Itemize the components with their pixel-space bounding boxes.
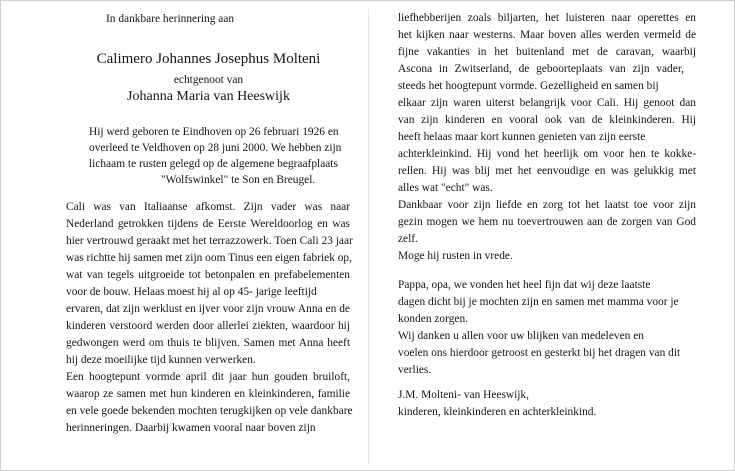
deceased-name: Calimero Johannes Josephus Molteni bbox=[96, 51, 321, 67]
body-line: gedwongen werd om thuis te blijven. Samen met Anna heeft bbox=[66, 337, 350, 349]
spouse-name: Johanna Maria van Heeswijk bbox=[127, 89, 290, 104]
closing-line: Wij danken u allen voor uw blijken van medeleven en bbox=[398, 330, 644, 342]
body-line: alles wat "echt" was. bbox=[398, 182, 493, 194]
body-line: wat van tegels uitgroeide tot betonpalen en prefabelementen bbox=[66, 269, 350, 281]
signature-line: J.M. Molteni- van Heeswijk, bbox=[398, 389, 529, 401]
body-line: achterkleinkind. Hij vond het heerlijk om voor hen te kokke- bbox=[398, 148, 696, 160]
body-line: hier vertrouwd geraakt met het terrazzowerk. Toen Cali 23 jaar bbox=[66, 235, 353, 247]
body-line: herinneringen. Daarbij kwamen vooral naar boven zijn bbox=[66, 422, 316, 434]
closing-line: Pappa, opa, we vonden het heel fijn dat wij deze laatste bbox=[398, 279, 651, 291]
body-line: Een hoogtepunt vormde april dit jaar hun gouden bruiloft, bbox=[66, 371, 350, 383]
body-line: Cali was van Italiaanse afkomst. Zijn vader was naar bbox=[66, 201, 350, 213]
closing-line: dagen dicht bij je mochten zijn en samen met mamma voor je bbox=[398, 296, 679, 308]
dates-line: "Wolfswinkel" te Son en Breugel. bbox=[161, 174, 316, 186]
body-line: Moge hij rusten in vrede. bbox=[398, 250, 513, 262]
body-line: was richtte hij samen met zijn oom Tinus een eigen fabriek op, bbox=[66, 252, 352, 264]
body-line: het kijken naar westerns. Maar boven alles werden vermeld de bbox=[398, 29, 696, 41]
body-line: Nederland getrokken tijdens de Eerste Wereldoorlog en was bbox=[66, 218, 350, 230]
body-line: zelf. bbox=[398, 233, 418, 245]
signature-line: kinderen, kleinkinderen en achterkleinkind. bbox=[398, 406, 597, 418]
body-line: Dankbaar voor zijn liefde en zorg tot het laatst toe voor zijn bbox=[398, 199, 696, 211]
body-line: heeft helaas maar kort kunnen genieten van zijn eerste bbox=[398, 131, 646, 143]
body-line: elkaar zijn waren uiterst belangrijk voor Cali. Hij genoot dan bbox=[398, 97, 696, 109]
body-line: gezin mogen we hem nu toevertrouwen aan de zorgen van God bbox=[398, 216, 696, 228]
body-line: hij deze moeilijke tijd kunnen verwerken. bbox=[66, 354, 256, 366]
intro-line: In dankbare herinnering aan bbox=[106, 13, 235, 25]
body-line: ervaren, dat zijn werklust en ijver voor zijn vrouw Anna en de bbox=[66, 303, 350, 315]
body-line: rellen. Hij was blij met het eenvoudige en was gelukkig met bbox=[398, 165, 696, 177]
dates-line: Hij werd geboren te Eindhoven op 26 februari 1926 en bbox=[89, 126, 339, 138]
spouse-label: echtgenoot van bbox=[173, 74, 244, 86]
body-line: van zijn kinderen en vooral ook van de kleinkinderen. Hij bbox=[398, 114, 696, 126]
body-line: waarop ze samen met hun kinderen en kleinkinderen, familie bbox=[66, 388, 350, 400]
body-line: Ascona in Zwitserland, de geboorteplaats van zijn vader, bbox=[398, 63, 684, 75]
body-line: en vele goede bekenden mochten terugkijken op vele dankbare bbox=[66, 405, 353, 417]
body-line: liefhebberijen zoals biljarten, het luisteren naar operettes en bbox=[398, 12, 696, 24]
body-line: voor de bouw. Helaas moest hij al op 45- jarige leeftijd bbox=[66, 286, 317, 298]
body-line: kinderen verstoord werden door allerlei ziekten, waardoor hij bbox=[66, 320, 350, 332]
closing-line: verlies. bbox=[398, 364, 432, 376]
body-line: fijne vakanties in het buitenland met de caravan, waarbij bbox=[398, 46, 696, 58]
page-fold-divider bbox=[368, 9, 369, 464]
closing-line: konden zorgen. bbox=[398, 313, 469, 325]
closing-line: voelen ons hierdoor getroost en gesterkt bij het dragen van dit bbox=[398, 347, 681, 359]
dates-line: overleed te Veldhoven op 28 juni 2000. We hebben zijn bbox=[89, 142, 342, 154]
dates-line: lichaam te rusten gelegd op de algemene begraafplaats bbox=[89, 158, 338, 170]
body-line: steeds het hoogtepunt vormde. Gezelligheid en samen bij bbox=[398, 80, 659, 92]
